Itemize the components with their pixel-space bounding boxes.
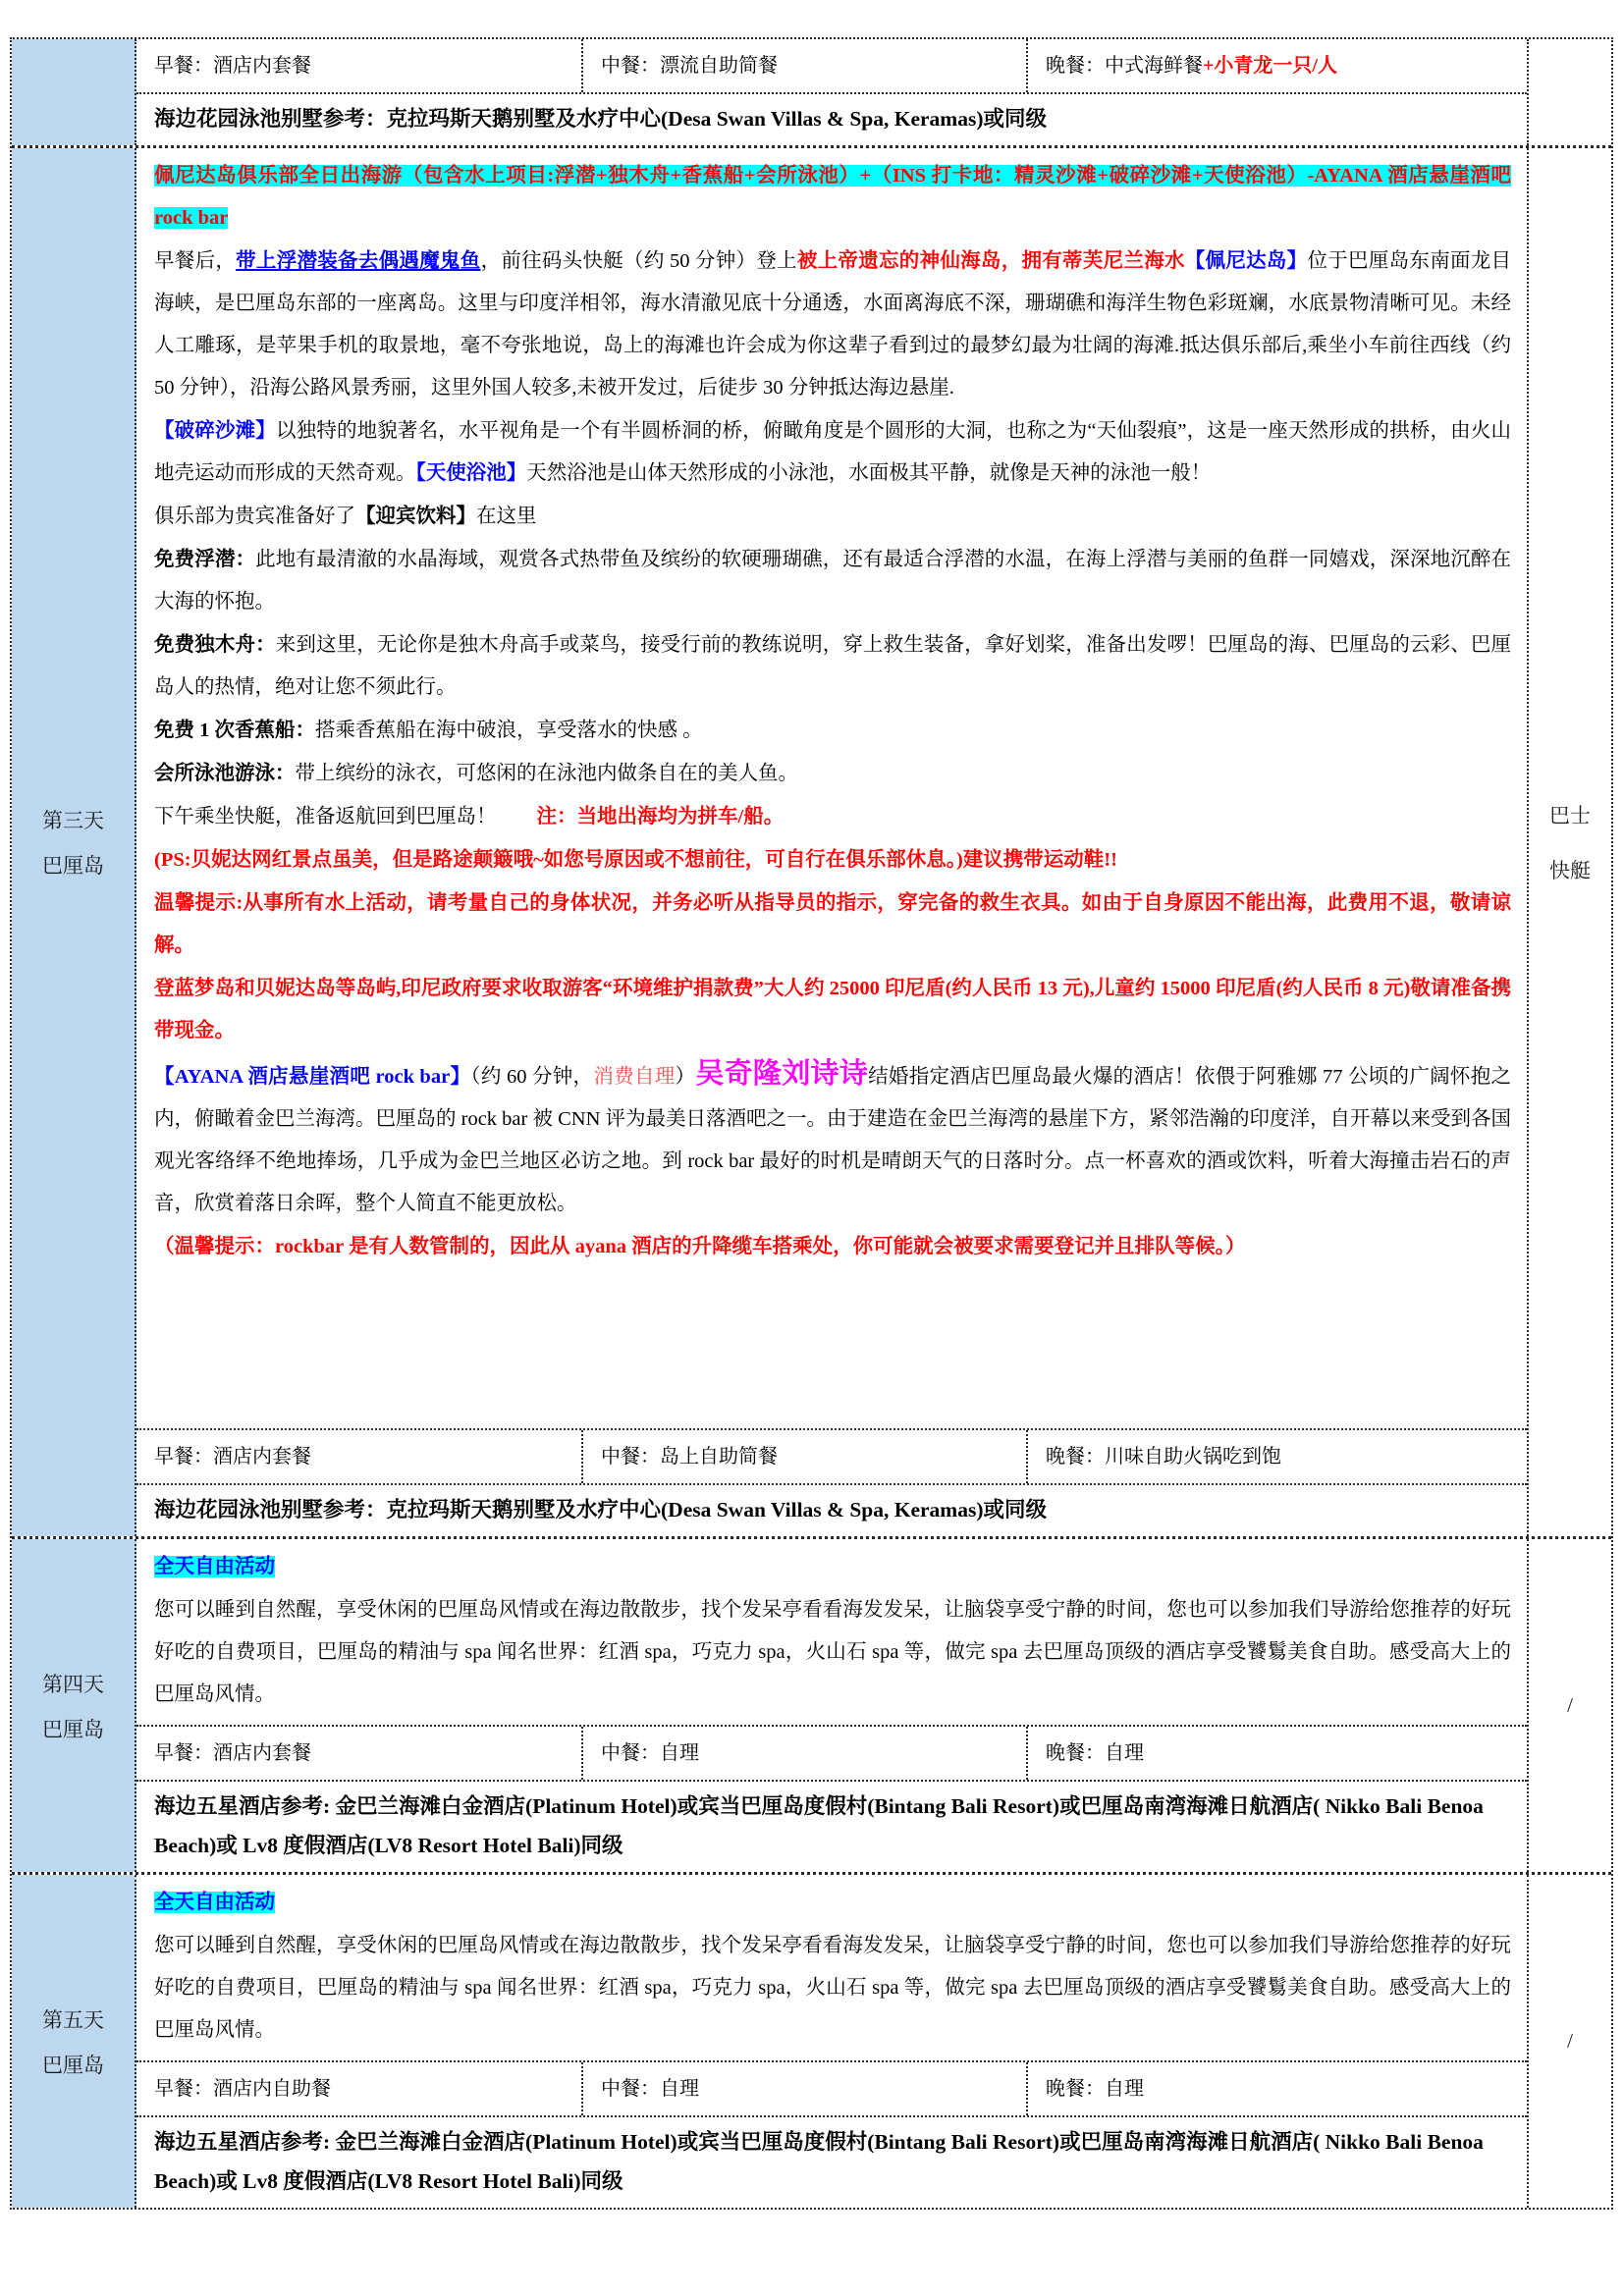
label-line: 第三天	[42, 809, 104, 832]
text-segment: 晚餐：自理	[1046, 1742, 1144, 1764]
dinner-cell	[1026, 1727, 1527, 1780]
text-segment: （温馨提示：rockbar 是有人数管制的，因此从 ayana 酒店的升降缆车搭乘处，你可能就会被要求需要登记并且排队等候。）	[154, 1236, 1246, 1257]
text-segment: 吴奇隆刘诗诗	[695, 1058, 869, 1090]
label-line: /	[1567, 1693, 1573, 1717]
day-label-cell	[12, 148, 136, 1536]
text-segment: 消费自理	[593, 1066, 676, 1088]
text-segment: (PS:贝妮达网红景点虽美，但是路途颠簸哦~如您号原因或不想前往，可自行在俱乐部休息。)建议携带运动鞋!!	[154, 849, 1117, 871]
paragraph	[154, 240, 1511, 409]
day-content	[136, 1875, 1527, 2208]
breakfast-cell	[136, 1727, 581, 1780]
paragraph	[154, 839, 1511, 881]
text-segment: 晚餐：自理	[1046, 2078, 1144, 2100]
text-segment: 会所泳池游泳：	[154, 763, 296, 784]
text-segment: 免费 1 次香蕉船：	[154, 720, 315, 741]
text-segment: 佩尼达岛俱乐部全日出海游（包含水上项目:浮潜+独木舟+香蕉船+会所泳池）+（INS 打卡地：精灵沙滩+破碎沙滩+天使浴池）-AYANA 酒店悬崖酒吧 rock bar	[154, 165, 1511, 229]
dinner-cell	[1026, 39, 1527, 92]
meal-row	[136, 2060, 1527, 2117]
day-row-3	[12, 145, 1611, 1536]
dinner-cell	[1026, 1430, 1527, 1483]
hotel-row	[136, 1485, 1527, 1536]
text-segment: 早餐：酒店内套餐	[154, 55, 311, 77]
text-segment: 【佩尼达岛】	[1184, 250, 1308, 272]
day-description	[136, 148, 1527, 1428]
text-segment: 早餐后，	[154, 250, 237, 272]
label-line: 巴厘岛	[42, 854, 104, 878]
text-segment: 此地有最清澈的水晶海域，观赏各式热带鱼及缤纷的软硬珊瑚礁，还有最适合浮潜的水温，在海上浮潜与美丽的鱼群一同嬉戏，深深地沉醉在大海的怀抱。	[154, 549, 1512, 613]
text-segment: 中餐：漂流自助简餐	[601, 55, 778, 77]
text-segment: （约 60 分钟，	[470, 1066, 594, 1088]
text-segment: 晚餐：川味自助火锅吃到饱	[1046, 1446, 1281, 1468]
paragraph	[154, 539, 1511, 623]
meal-row	[136, 1725, 1527, 1782]
label-line: 第四天	[42, 1672, 104, 1696]
text-segment: 天然浴池是山体天然形成的小泳池，水面极其平静，就像是天神的泳池一般！	[526, 462, 1212, 484]
hotel-row	[136, 2117, 1527, 2208]
label-line: 巴士	[1549, 804, 1591, 828]
lunch-cell	[581, 1727, 1026, 1780]
day-label-cell	[12, 1875, 136, 2208]
hotel-row	[136, 94, 1527, 145]
paragraph	[154, 968, 1511, 1052]
paragraph	[154, 1546, 1511, 1588]
text-segment: 下午乘坐快艇，准备返航回到巴厘岛！	[154, 806, 537, 828]
text-segment: 注：当地出海均为拼车/船。	[536, 806, 785, 828]
text-segment: 免费独木舟：	[154, 634, 276, 656]
lunch-cell	[581, 39, 1026, 92]
text-segment: +小青龙一只/人	[1203, 55, 1337, 77]
day-row-4	[12, 1536, 1611, 1872]
text-segment: 您可以睡到自然醒，享受休闲的巴厘岛风情或在海边散散步，找个发呆亭看看海发发呆，让脑袋享受宁静的时间，您也可以参加我们导游给您推荐的好玩好吃的自费项目，巴厘岛的精油与 spa 闻名世界：红酒 spa，巧克力 spa，火山石 spa 等，做完 spa 去巴厘岛顶级的酒店享受饕鬄美食自助。感受高大上的巴厘岛风情。	[154, 1935, 1511, 2041]
text-segment: 位于巴厘岛东南面龙目海峡，是巴厘岛东部的一座离岛。这里与印度洋相邻，海水清澈见底十分通透，水面离海底不深，珊瑚礁和海洋生物色彩斑斓，水底景物清晰可见。未经人工雕琢，是苹果手机的取景地，毫不夸张地说，岛上的海滩也许会成为你这辈子看到过的最梦幻最为壮阔的海滩.抵达俱乐部后,乘坐小车前往西线（约 50 分钟），沿海公路风景秀丽，这里外国人较多,未被开发过，后徒步 30 分钟抵达海边悬崖.	[154, 250, 1512, 399]
paragraph	[154, 1882, 1511, 1924]
day-content	[136, 39, 1527, 145]
text-segment: 海边花园泳池别墅参考：克拉玛斯天鹅别墅及水疗中心(Desa Swan Villas & Spa, Keramas)或同级	[154, 1498, 1047, 1522]
text-segment: 带上缤纷的泳衣，可悠闲的在泳池内做条自在的美人鱼。	[295, 763, 798, 784]
text-segment: 登蓝梦岛和贝妮达岛等岛屿,印尼政府要求收取游客“环境维护捐款费”大人约 25000 印尼盾(约人民币 13 元),儿童约 15000 印尼盾(约人民币 8 元)敬请准备携带现金。	[154, 978, 1511, 1041]
text-segment: 中餐：自理	[601, 1742, 699, 1764]
text-segment: ，前往码头快艇（约 50 分钟）登上	[480, 250, 797, 272]
paragraph	[154, 1925, 1511, 2052]
text-segment: 俱乐部为贵宾准备好了	[154, 506, 355, 527]
transport-cell	[1527, 39, 1611, 145]
day-description	[136, 1875, 1527, 2060]
text-segment: 来到这里，无论你是独木舟高手或菜鸟，接受行前的教练说明，穿上救生装备，拿好划桨，准备出发啰！巴厘岛的海、巴厘岛的云彩、巴厘岛人的热情，绝对让您不须此行。	[154, 634, 1512, 698]
text-segment: 晚餐：中式海鲜餐	[1046, 55, 1203, 77]
breakfast-cell	[136, 1430, 581, 1483]
text-segment: ）	[675, 1066, 696, 1088]
day-content	[136, 148, 1527, 1536]
text-segment: 全天自由活动	[154, 1556, 275, 1577]
text-segment: 海边五星酒店参考: 金巴兰海滩白金酒店(Platinum Hotel)或宾当巴厘岛度假村(Bintang Bali Resort)或巴厘岛南湾海滩日航酒店( Nikko Bali Benoa Beach)或 Lv8 度假酒店(LV8 Resort Hotel Bali)同级	[154, 1794, 1484, 1857]
text-segment: 结婚指定酒店巴厘岛最火爆的酒店！依偎于阿雅娜 77 公顷的广阔怀抱之内，俯瞰着金巴兰海湾。巴厘岛的 rock bar 被 CNN 评为最美日落酒吧之一。由于建造在金巴兰海湾的悬崖下方，紧邻浩瀚的印度洋，自开幕以来受到各国观光客络绎不绝地捧场，几乎成为金巴兰地区必访之地。到 rock bar 最好的时机是晴朗天气的日落时分。点一杯喜欢的酒或饮料，听着大海撞击岩石的声音，欣赏着落日余晖，整个人简直不能更放松。	[154, 1066, 1512, 1214]
paragraph	[154, 882, 1511, 967]
day-label-cell	[12, 39, 136, 145]
text-segment: 被上帝遗忘的神仙海岛，拥有蒂芙尼兰海水	[796, 250, 1185, 272]
lunch-cell	[581, 2062, 1026, 2115]
text-segment: 【AYANA 酒店悬崖酒吧 rock bar】	[154, 1066, 471, 1088]
text-segment: 在这里	[476, 506, 537, 527]
day-row-prev	[12, 39, 1611, 145]
text-segment: 海边五星酒店参考: 金巴兰海滩白金酒店(Platinum Hotel)或宾当巴厘岛度假村(Bintang Bali Resort)或巴厘岛南湾海滩日航酒店( Nikko Bali Benoa Beach)或 Lv8 度假酒店(LV8 Resort Hotel Bali)同级	[154, 2130, 1484, 2193]
paragraph	[154, 1226, 1511, 1268]
dinner-cell	[1026, 2062, 1527, 2115]
text-segment: 中餐：自理	[601, 2078, 699, 2100]
paragraph	[154, 496, 1511, 538]
text-segment: 早餐：酒店内套餐	[154, 1742, 311, 1764]
label-line: 巴厘岛	[42, 2053, 104, 2077]
paragraph	[154, 796, 1511, 838]
text-segment: 中餐：岛上自助简餐	[601, 1446, 778, 1468]
text-segment: 温馨提示:从事所有水上活动，请考量自己的身体状况，并务必听从指导员的指示，穿完备的救生衣具。如由于自身原因不能出海，此费用不退，敬请谅解。	[154, 892, 1511, 956]
text-segment: 搭乘香蕉船在海中破浪，享受落水的快感 。	[315, 720, 703, 741]
text-segment: 【迎宾饮料】	[355, 506, 476, 527]
day-row-5	[12, 1872, 1611, 2208]
label-line: 巴厘岛	[42, 1717, 104, 1741]
day-description	[136, 1539, 1527, 1725]
meal-row	[136, 39, 1527, 94]
day-content	[136, 1539, 1527, 1872]
day-label-cell	[12, 1539, 136, 1872]
text-segment: 【天使浴池】	[415, 462, 527, 484]
paragraph	[154, 155, 1511, 240]
text-segment: 以独特的地貌著名，水平视角是一个有半圆桥洞的桥，俯瞰角度是个圆形的大洞，也称之为“天仙裂痕”，这是一座天然形成的拱桥，由火山地壳运动而形成的天然奇观。	[154, 420, 1511, 484]
breakfast-cell	[136, 39, 581, 92]
text-segment: 免费浮潜：	[154, 549, 256, 570]
label-line: /	[1567, 2029, 1573, 2053]
paragraph	[154, 410, 1511, 495]
text-segment: 海边花园泳池别墅参考：克拉玛斯天鹅别墅及水疗中心(Desa Swan Villas & Spa, Keramas)或同级	[154, 107, 1047, 131]
paragraph	[154, 753, 1511, 795]
hotel-row	[136, 1782, 1527, 1872]
paragraph	[154, 624, 1511, 709]
transport-cell	[1527, 1875, 1611, 2208]
breakfast-cell	[136, 2062, 581, 2115]
lunch-cell	[581, 1430, 1026, 1483]
text-segment: 早餐：酒店内自助餐	[154, 2078, 331, 2100]
meal-row	[136, 1428, 1527, 1485]
text-segment: 【破碎沙滩】	[154, 420, 276, 442]
transport-cell	[1527, 1539, 1611, 1872]
transport-cell	[1527, 148, 1611, 1536]
text-segment: 带上浮潜装备去偶遇魔鬼鱼	[236, 250, 481, 272]
text-segment: 全天自由活动	[154, 1892, 275, 1913]
label-line: 第五天	[42, 2007, 104, 2032]
text-segment: 您可以睡到自然醒，享受休闲的巴厘岛风情或在海边散散步，找个发呆亭看看海发发呆，让脑袋享受宁静的时间，您也可以参加我们导游给您推荐的好玩好吃的自费项目，巴厘岛的精油与 spa 闻名世界：红酒 spa，巧克力 spa，火山石 spa 等，做完 spa 去巴厘岛顶级的酒店享受饕鬄美食自助。感受高大上的巴厘岛风情。	[154, 1599, 1511, 1705]
text-segment: 早餐：酒店内套餐	[154, 1446, 311, 1468]
paragraph	[154, 1589, 1511, 1716]
label-line: 快艇	[1549, 859, 1591, 882]
paragraph	[154, 710, 1511, 752]
itinerary-table	[10, 37, 1613, 2210]
paragraph	[154, 1053, 1511, 1225]
